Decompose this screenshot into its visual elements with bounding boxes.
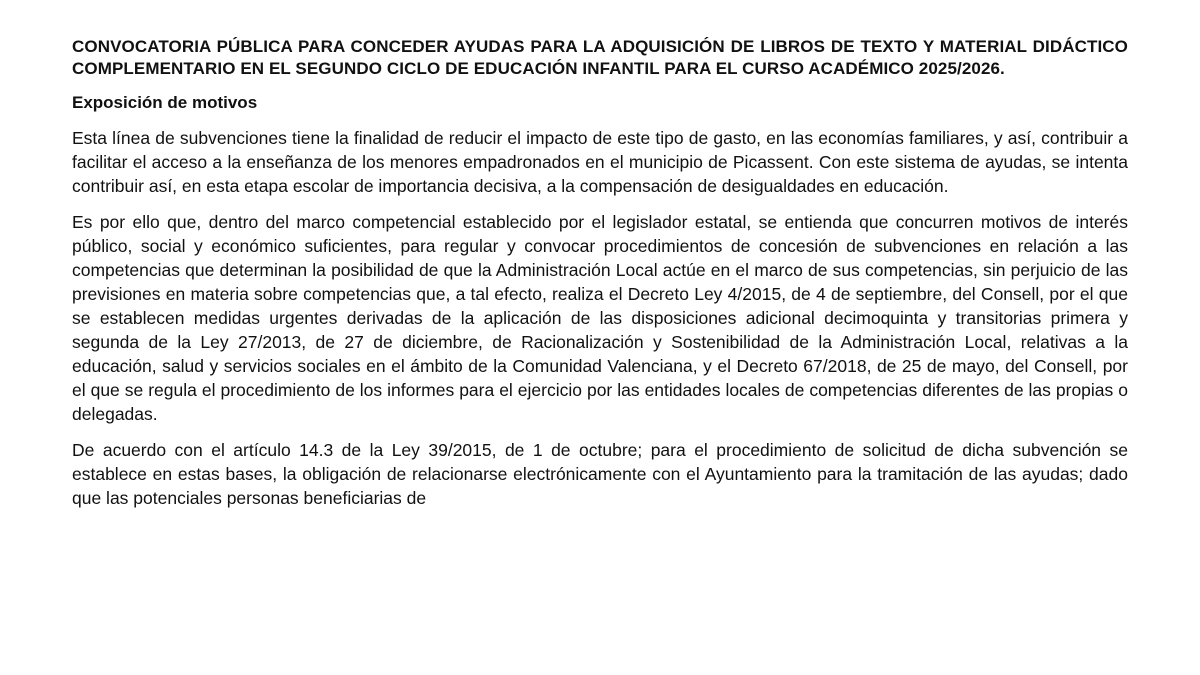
paragraph-legal-framework: Es por ello que, dentro del marco competencial establecido por el legislador estatal, se entienda que concurren motivos de interés público, social y económico suficientes, para regular y convocar procedimientos de concesión de subvenciones en relación a las competencias que determinan la posibilidad de que la Administración Local actúe en el marco de sus competencias, sin perjuicio de las previsiones en materia sobre competencias que, a tal efecto, realiza el Decreto Ley 4/2015, de 4 de septiembre, del Consell, por el que se establecen medidas urgentes derivadas de la aplicación de las disposiciones adicional decimoquinta y transitorias primera y segunda de la Ley 27/2013, de 27 de diciembre, de Racionalización y Sostenibilidad de la Administración Local, relativas a la educación, salud y servicios sociales en el ámbito de la Comunidad Valenciana, y el Decreto 67/2018, de 25 de mayo, del Consell, por el que se regula el procedimiento de los informes para el ejercicio por las entidades locales de competencias diferentes de las propias o delegadas. [72,212,1128,424]
section-heading: Exposición de motivos [72,93,258,112]
paragraph-electronic-procedure: De acuerdo con el artículo 14.3 de la Ley 39/2015, de 1 de octubre; para el procedimiento de solicitud de dicha subvención se establece en estas bases, la obligación de relacionarse electrónicamente con el Ayuntamiento para la tramitación de las ayudas; dado que las potenciales personas beneficiarias de [72,440,1128,508]
document-title: CONVOCATORIA PÚBLICA PARA CONCEDER AYUDAS PARA LA ADQUISICIÓN DE LIBROS DE TEXTO Y MATERIAL DIDÁCTICO COMPLEMENTARIO EN EL SEGUNDO CICLO DE EDUCACIÓN INFANTIL PARA EL CURSO ACADÉMICO 2025/2026. [72,37,1128,78]
document-body [72,36,1128,510]
paragraph-purpose: Esta línea de subvenciones tiene la finalidad de reducir el impacto de este tipo de gasto, en las economías familiares, y así, contribuir a facilitar el acceso a la enseñanza de los menores empadronados en el municipio de Picassent. Con este sistema de ayudas, se intenta contribuir así, en esta etapa escolar de importancia decisiva, a la compensación de desigualdades en educación. [72,128,1128,196]
